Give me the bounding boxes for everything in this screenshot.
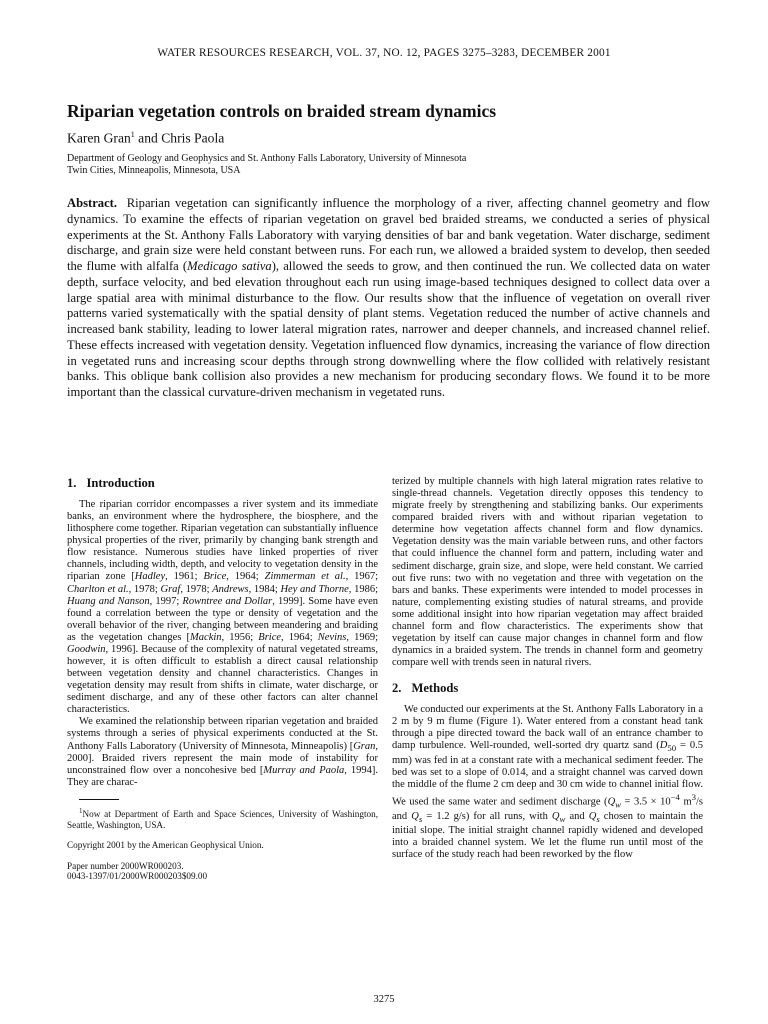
intro-paragraph-2: We examined the relationship between riparian vegetation and braided systems through a series of physical experiments conducted at the St. Anthony Falls Laboratory (University of Minnesota, Minneapolis) [Gran, 2000]. Braided rivers represent the main mode of instability for unconstrained flow over a noncohesive bed [Murray and Paola, 1994]. They are charac- xyxy=(67,716,378,788)
abstract-text-2: ), allowed the seeds to grow, and then continued the run. We collected data on water depth, surface velocity, and bed elevation throughout each run using image-based techniques designed to collect data over a large spatial area with minimal disturbance to the flow. Our results show that the influence of vegetation on overall river patterns varied systematically with the spatial density of plant stems. Vegetation reduced the number of active channels and increased bank stability, leading to lower lateral migration rates, narrower and deeper channels, and increased channel relief. These effects increased with vegetation density. Vegetation influenced flow dynamics, increasing the variance of flow direction in vegetated runs and increasing scour depths through strong downwelling where the flow collided with relatively resistant banks. This oblique bank collision also provides a new mechanism for producing secondary flows. We found it to be more important than the classical curvature-driven mechanism in vegetated runs. xyxy=(67,259,710,399)
abstract xyxy=(67,196,710,401)
affiliation xyxy=(67,153,466,177)
citation: Murray and Paola xyxy=(263,764,345,776)
citation: Goodwin xyxy=(67,643,106,655)
citation: Zimmerman et al. xyxy=(264,571,346,583)
citation: Andrews xyxy=(212,583,249,595)
citation: Hadley xyxy=(134,571,166,583)
paper-number: Paper number 2000WR000203. xyxy=(67,860,184,871)
section-number: 2. xyxy=(392,681,402,696)
section-number: 1. xyxy=(67,476,77,490)
section-heading-methods xyxy=(392,681,703,696)
copyright-notice: Copyright 2001 by the American Geophysical Union. xyxy=(67,840,264,851)
author-footnote: $^1$Now at Department of Earth and Space Sciences, University of Washington, Seattle, Washington, USA. xyxy=(67,806,378,830)
left-column xyxy=(67,476,378,882)
citation: Mackin xyxy=(190,631,222,643)
methods-paragraph-1: We conducted our experiments at the St. Anthony Falls Laboratory in a 2 m by 9 m flume (Figure 1). Water entered from a constant head tank through a pipe directed toward the back wall of an entrance chamber to damp turbulence. Well-rounded, well-sorted dry quartz sand ($D_{50} = 0.5$ mm) was fed in at a constant rate with a mechanical sediment feeder. The bed was set to a slope of 0.014, and a straight channel was carved down the middle of the flume 2 cm deep and 30 cm wide to channel initial flow. We used the same water and sediment discharge ($Q_w = 3.5 \times 10^{-4}$ $m^3/s$ and $Q_s = 1.2$ g/s) for all runs, with $Q_w$ and $Q_s$ chosen to maintain the initial slope. The initial straight channel rapidly widened and developed into a braided channel system. We let the flume run until most of the surface of the study reach had been reworked by the flow xyxy=(392,704,703,860)
abstract-species-name: Medicago sativa xyxy=(187,259,272,273)
citation: Huang and Nanson xyxy=(67,595,150,607)
intro-paragraph-continued: terized by multiple channels with high lateral migration rates relative to single-thread channels. Vegetation directly opposes this tendency to migrate freely by strengthening and stabilizing banks. Our experiments compared braided rivers with and without riparian vegetation to determine how vegetation affects channel form and flow dynamics. Vegetation density was the main variable between runs, and other factors that could influence the channel form and pattern, including water and sediment discharge, grain size, and slope, were held constant. We carried out five runs: two with no vegetation and three with vegetation on the bars and banks. These experiments were intended to model processes in nature, complementing existing studies of natural streams, and provide some additional insight into how riparian vegetation may affect braided channel form and flow characteristics. The experiments show that vegetation by itself can cause major changes in channel form and flow dynamics in a braided system. The trends in channel form and geometry compare well with trends seen in natural rivers. xyxy=(392,476,703,669)
abstract-text-1: Riparian vegetation can significantly influence the morphology of a river, affecting channel geometry and flow dynamics. To examine the effects of riparian vegetation on gravel bed braided streams, we conducted a series of physical experiments at the St. Anthony Falls Laboratory with varying densities of bar and bank vegetation. Water discharge, sediment discharge, and grain size were held constant between runs. For each run, we allowed a braided system to develop, then seeded the flume with alfalfa ( xyxy=(67,196,711,273)
citation: Gran xyxy=(353,740,376,752)
journal-header: WATER RESOURCES RESEARCH, VOL. 37, NO. 12, PAGES 3275–3283, DECEMBER 2001 xyxy=(157,47,611,59)
citation: Nevins xyxy=(317,631,347,643)
citation: Brice xyxy=(203,571,227,583)
section-heading-introduction xyxy=(67,476,378,491)
affiliation-line-2: Twin Cities, Minneapolis, Minnesota, USA xyxy=(67,165,241,177)
citation: Rowntree and Dollar xyxy=(182,595,273,607)
footnote-divider xyxy=(79,799,119,800)
author-footnote-marker: 1 xyxy=(130,130,135,139)
citation: Graf xyxy=(160,583,181,595)
section-title: Methods xyxy=(411,681,459,696)
intro-paragraph-1: The riparian corridor encompasses a river system and its immediate banks, an environment where the hydrosphere, the biosphere, and the lithosphere come together. Riparian vegetation can substantially influence physical properties of the river, primarily by changing bank strength and flow resistance. Numerous studies have linked properties of river channels, including width, depth, and velocity to vegetation density in the riparian zone [Hadley, 1961; Brice, 1964; Zimmerman et al., 1967; Charlton et al., 1978; Graf, 1978; Andrews, 1984; Hey and Thorne, 1986; Huang and Nanson, 1997; Rowntree and Dollar, 1999]. Some have even found a correlation between the type or density of vegetation and the overall behavior of the river, changing between meandering and braiding as the vegetation changes [Mackin, 1956; Brice, 1964; Nevins, 1969; Goodwin, 1996]. Because of the complexity of natural vegetated streams, however, it is often difficult to establish a direct causal relationship between vegetation density and channel characteristics. Changes in vegetation density may result from shifts in climate, water discharge, or sediment discharge, and any of these other factors can alter channel characteristics. xyxy=(67,499,379,716)
citation: Charlton et al. xyxy=(67,583,129,595)
page-number: 3275 xyxy=(373,994,395,1005)
author-karen-gran: Karen Gran xyxy=(67,130,131,146)
citation: Brice xyxy=(258,631,282,643)
author-chris-paola: and Chris Paola xyxy=(134,130,225,146)
paper-title: Riparian vegetation controls on braided stream dynamics xyxy=(67,101,497,121)
section-title: Introduction xyxy=(86,476,155,490)
abstract-label: Abstract. xyxy=(67,196,118,210)
right-column xyxy=(392,476,703,861)
affiliation-line-1: Department of Geology and Geophysics and St. Anthony Falls Laboratory, University of Minnesota xyxy=(67,153,467,164)
citation: Hey and Thorne xyxy=(280,583,349,595)
authors xyxy=(67,130,224,147)
issn-code: 0043-1397/01/2000WR000203$09.00 xyxy=(67,871,208,882)
